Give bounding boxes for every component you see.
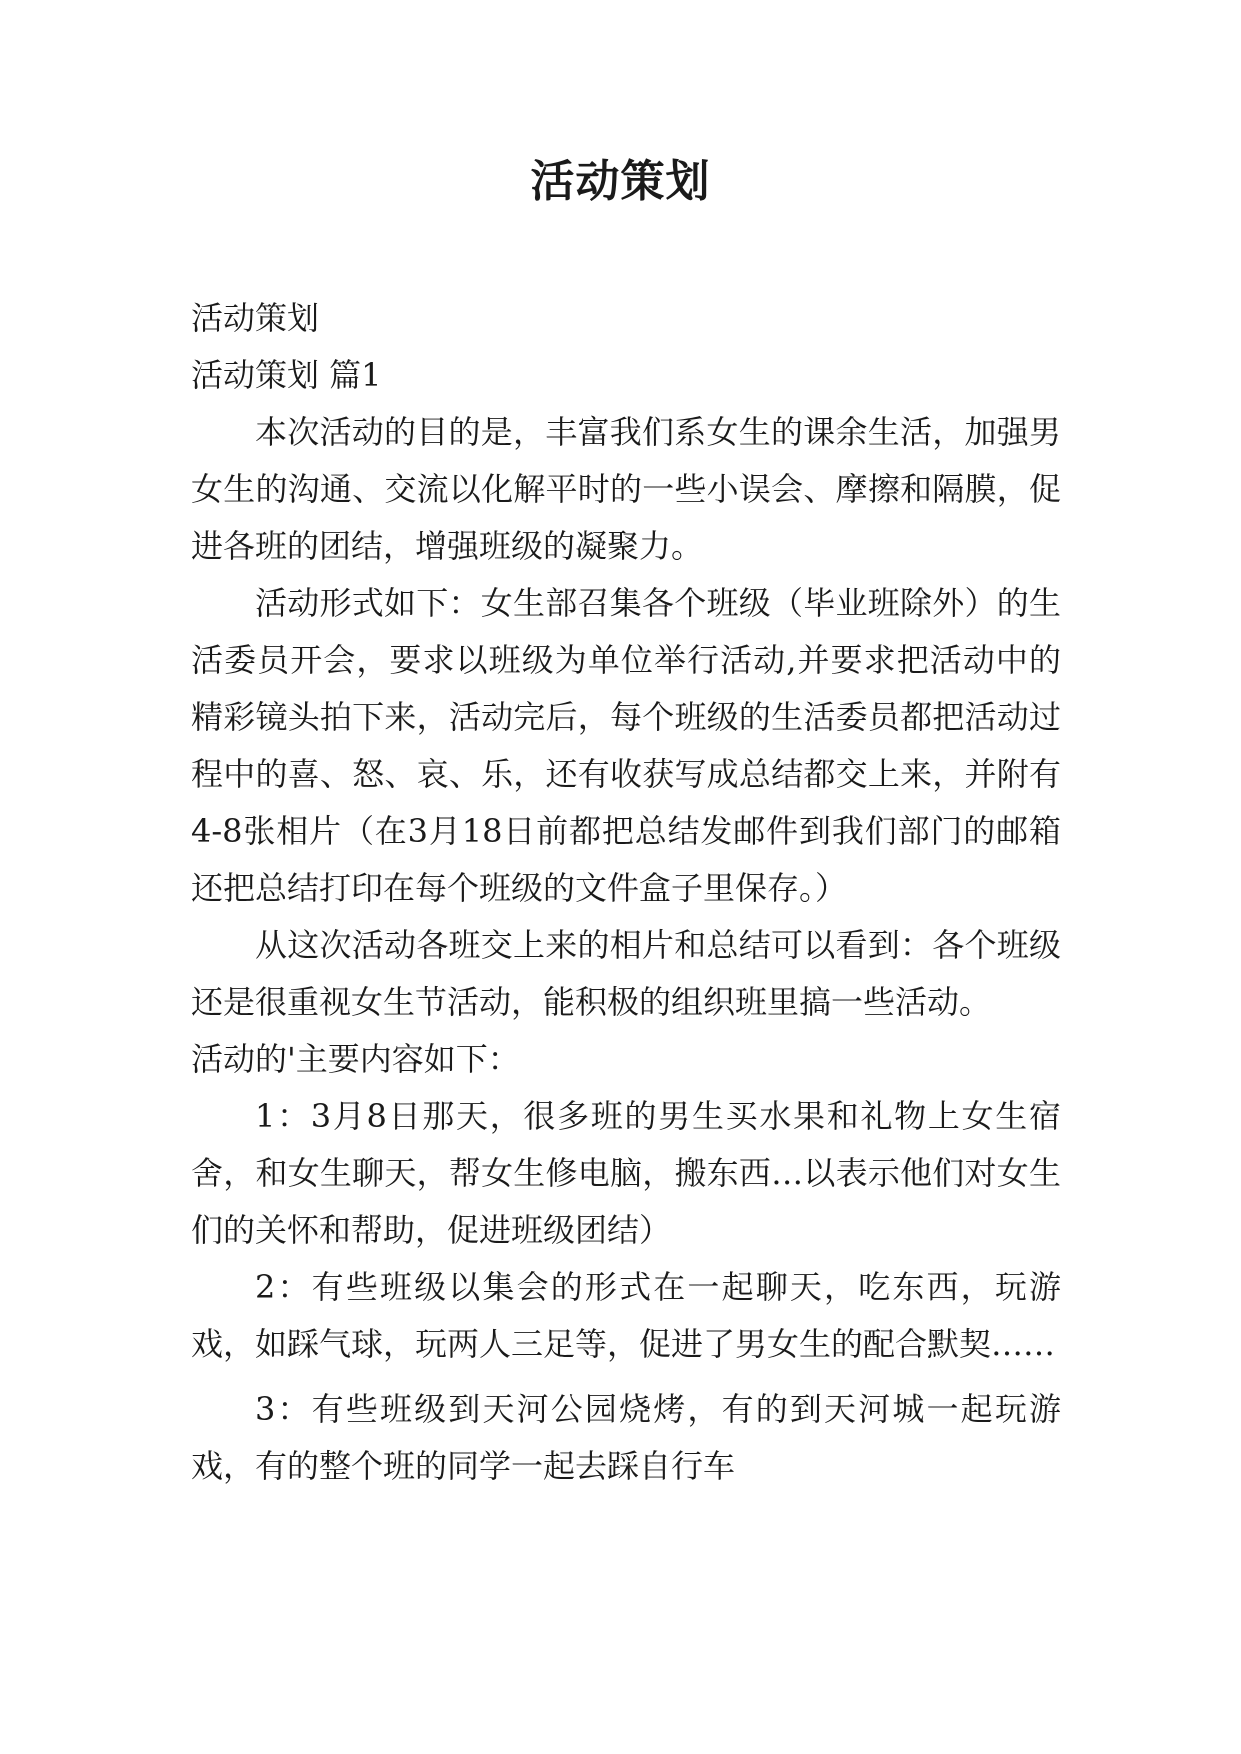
list-item: 3：有些班级到天河公园烧烤，有的到天河城一起玩游戏，有的整个班的同学一起去踩自行车 xyxy=(191,1390,1061,1485)
section-heading: 活动策划 篇1 xyxy=(191,356,382,394)
heading-line: 活动策划 xyxy=(191,299,320,337)
purpose-paragraph: 本次活动的目的是，丰富我们系女生的课余生活，加强男女生的沟通、交流以化解平时的一些小误会、摩擦和隔膜，促进各班的团结，增强班级的凝聚力。 xyxy=(191,413,1061,565)
list-item: 2：有些班级以集会的形式在一起聊天，吃东西，玩游戏，如踩气球，玩两人三足等，促进了男女生的配合默契…… xyxy=(191,1268,1061,1363)
contents-intro: 活动的'主要内容如下： xyxy=(191,1040,520,1078)
document-title: 活动策划 xyxy=(530,156,711,207)
document-body xyxy=(191,290,1061,1495)
summary-paragraph: 从这次活动各班交上来的相片和总结可以看到：各个班级还是很重视女生节活动，能积极的组织班里搞一些活动。 xyxy=(191,926,1061,1021)
format-paragraph: 活动形式如下：女生部召集各个班级（毕业班除外）的生活委员开会，要求以班级为单位举行活动,并要求把活动中的精彩镜头拍下来，活动完后，每个班级的生活委员都把活动过程中的喜、怒、哀、乐，还有收获写成总结都交上来，并附有4-8张相片（在3月18日前都把总结发邮件到我们部门的邮箱还把总结打印在每个班级的文件盒子里保存。） xyxy=(191,584,1061,907)
list-item: 1：3月8日那天，很多班的男生买水果和礼物上女生宿舍，和女生聊天，帮女生修电脑，搬东西…以表示他们对女生们的关怀和帮助，促进班级团结） xyxy=(191,1097,1061,1249)
